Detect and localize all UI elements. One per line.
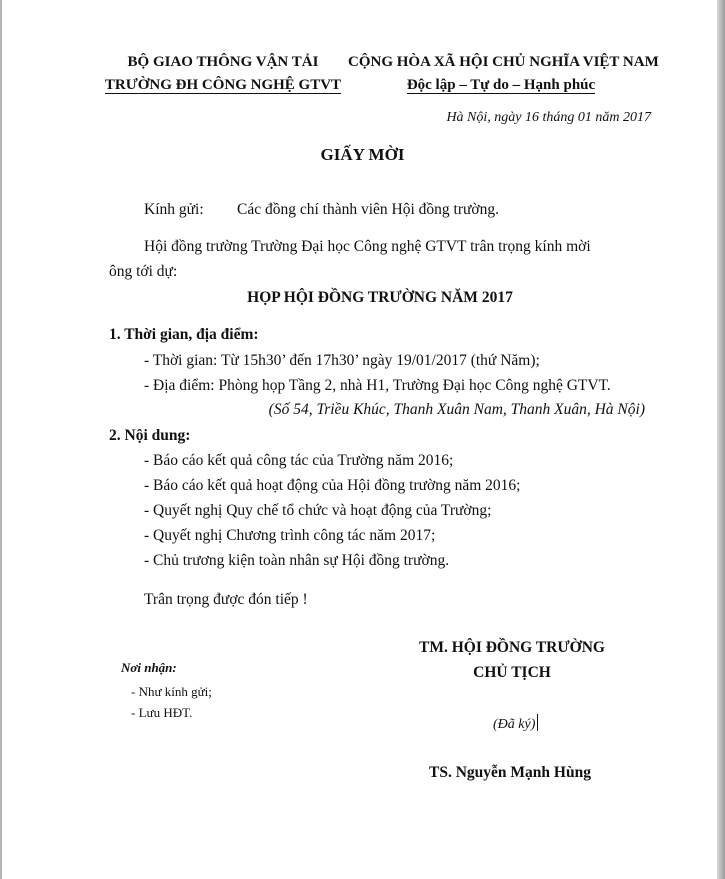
section1-place: - Địa điểm: Phòng họp Tầng 2, nhà H1, Trường Đại học Công nghệ GTVT.	[144, 377, 611, 394]
text-cursor	[537, 714, 538, 731]
agenda-item: - Quyết nghị Quy chế tổ chức và hoạt động của Trường;	[144, 502, 492, 519]
agenda-item: - Báo cáo kết quả hoạt động của Hội đồng trường năm 2016;	[144, 477, 521, 494]
recipients-item: - Lưu HĐT.	[131, 705, 193, 720]
signature-title: CHỦ TỊCH	[473, 664, 551, 681]
signed-note-text: (Đã ký)	[493, 717, 536, 732]
agenda-item: - Chủ trương kiện toàn nhân sự Hội đồng trường.	[144, 552, 450, 569]
national-name: CỘNG HÒA XÃ HỘI CHỦ NGHĨA VIỆT NAM	[348, 54, 659, 70]
closing-line: Trân trọng được đón tiếp !	[144, 591, 308, 608]
section2-heading: 2. Nội dung:	[109, 427, 191, 444]
page-right-edge	[717, 0, 725, 879]
signed-note	[493, 714, 538, 733]
date-line: Hà Nội, ngày 16 tháng 01 năm 2017	[446, 110, 651, 125]
agenda-item: - Báo cáo kết quả công tác của Trường năm 2016;	[144, 452, 454, 469]
recipients-item: - Như kính gửi;	[131, 684, 212, 699]
section1-address: (Số 54, Triều Khúc, Thanh Xuân Nam, Thanh Xuân, Hà Nội)	[268, 401, 645, 418]
section1-heading: 1. Thời gian, địa điểm:	[109, 326, 259, 343]
signer-name: TS. Nguyễn Mạnh Hùng	[429, 764, 591, 781]
intro-line-2: ông tới dự:	[109, 263, 178, 280]
meeting-title: HỌP HỘI ĐỒNG TRƯỜNG NĂM 2017	[247, 289, 513, 306]
national-motto-text: Độc lập – Tự do – Hạnh phúc	[406, 77, 596, 93]
university-name	[104, 77, 342, 94]
recipients-label: Nơi nhận:	[121, 660, 177, 675]
document-title: GIẤY MỜI	[320, 145, 405, 164]
intro-line-1: Hội đồng trường Trường Đại học Công nghệ GTVT trân trọng kính mời	[144, 238, 591, 255]
signature-org: TM. HỘI ĐỒNG TRƯỜNG	[418, 639, 605, 656]
national-motto	[348, 77, 654, 94]
university-name-text: TRƯỜNG ĐH CÔNG NGHỆ GTVT	[104, 77, 342, 93]
ministry-name: BỘ GIAO THÔNG VẬN TẢI	[127, 54, 319, 70]
agenda-item: - Quyết nghị Chương trình công tác năm 2017;	[144, 527, 436, 544]
recipient-label: Kính gửi:	[144, 201, 204, 218]
recipient-value: Các đồng chí thành viên Hội đồng trường.	[237, 201, 499, 218]
section1-time: - Thời gian: Từ 15h30’ đến 17h30’ ngày 19/01/2017 (thứ Năm);	[144, 352, 540, 369]
page-left-edge	[0, 0, 2, 879]
